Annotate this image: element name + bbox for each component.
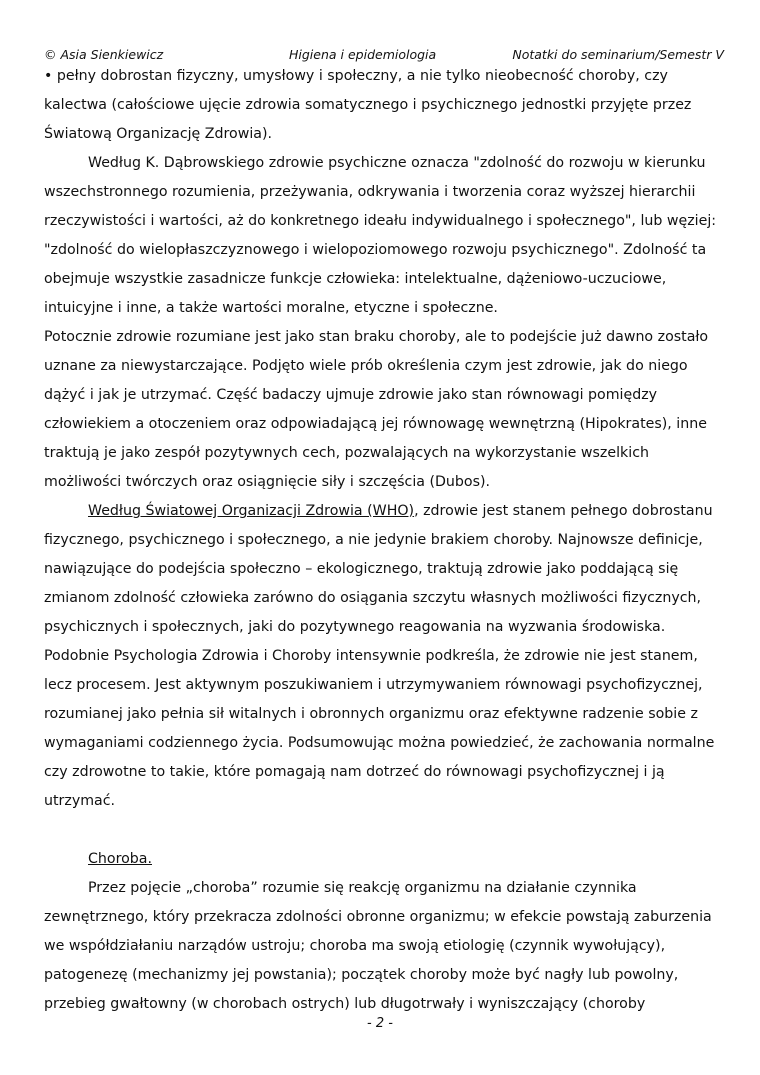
header-notes-label: Notatki do seminarium/Semestr V <box>512 47 724 62</box>
page-number: - 2 - <box>367 1016 393 1031</box>
paragraph-disease-definition: Przez pojęcie „choroba” rozumie się reakcję organizmu na działanie czynnika zewnętrznego, który przekracza zdolności obronne organizmu; w efekcie powstają zaburzenia we współdziałaniu narządów ustroju; choroba ma swoją etiologię (czynnik wywołujący), patogenezę (mechanizmy jej powstania); początek choroby może być nagły lub powolny, przebieg gwałtowny (w chorobach ostrych) lub długotrwały i wyniszczający (choroby <box>44 880 712 1012</box>
who-definition-text: , zdrowie jest stanem pełnego dobrostanu fizycznego, psychicznego i społecznego, a nie jedynie brakiem choroby. Najnowsze definicje, nawiązujące do podejścia społeczno – ekologicznego, traktują zdrowie jako poddającą się zmianom zdolność człowieka zarówno do osiągania szczytu własnych możliwości fizycznych, psychicznych i społecznych, jaki do pozytywnego reagowania na wyzwania środowiska. Podobnie Psychologia Zdrowia i Choroby intensywnie podkreśla, że zdrowie nie jest stanem, lecz procesem. Jest aktywnym poszukiwaniem i utrzymywaniem równowagi psychofizycznej, rozumianej jako pełnia sił witalnych i obronnych organizmu oraz efektywne radzenie sobie z wymaganiami codziennego życia. Podsumowując można powiedzieć, że zachowania normalne czy zdrowotne to takie, które pomagają nam dotrzeć do równowagi psychofizycznej i ją utrzymać. <box>44 503 715 809</box>
header-course: Higiena i epidemiologia <box>289 47 437 62</box>
section-title-choroba <box>44 845 720 874</box>
document-body <box>44 62 720 1019</box>
paragraph-common-understanding: Potocznie zdrowie rozumiane jest jako stan braku choroby, ale to podejście już dawno zostało uznane za niewystarczające. Podjęto wiele prób określenia czym jest zdrowie, jak do niego dążyć i jak je utrzymać. Część badaczy ujmuje zdrowie jako stan równowagi pomiędzy człowiekiem a otoczeniem oraz odpowiadającą jej równowagę wewnętrzną (Hipokrates), inne traktują je jako zespół pozytywnych cech, pozwalających na wykorzystanie wszelkich możliwości twórczych oraz osiągnięcie siły i szczęścia (Dubos). <box>44 329 709 490</box>
paragraph-spacer <box>44 816 720 845</box>
paragraph-dabrowski: Według K. Dąbrowskiego zdrowie psychiczne oznacza "zdolność do rozwoju w kierunku wszechstronnego rozumienia, przeżywania, odkrywania i tworzenia coraz wyższej hierarchii rzeczywistości i wartości, aż do konkretnego ideału indywidualnego i społecznego", lub węziej: "zdolność do wielopłaszczyznowego i wielopoziomowego rozwoju psychicznego". Zdolność ta obejmuje wszystkie zasadnicze funkcje człowieka: intelektualne, dążeniowo-uczuciowe, intuicyjne i inne, a także wartości moralne, etyczne i społeczne. <box>44 155 717 316</box>
paragraph-who-bullet: • pełny dobrostan fizyczny, umysłowy i społeczny, a nie tylko nieobecność choroby, czy kalectwa (całościowe ujęcie zdrowia somatycznego i psychicznego jednostki przyjęte przez Światową Organizację Zdrowia). <box>44 68 692 142</box>
paragraph-who-definition <box>44 497 720 816</box>
section-title-text: Choroba. <box>88 851 152 867</box>
who-definition-heading: Według Światowej Organizacji Zdrowia (WHO) <box>88 503 415 519</box>
header-author: © Asia Sienkiewicz <box>44 47 164 62</box>
